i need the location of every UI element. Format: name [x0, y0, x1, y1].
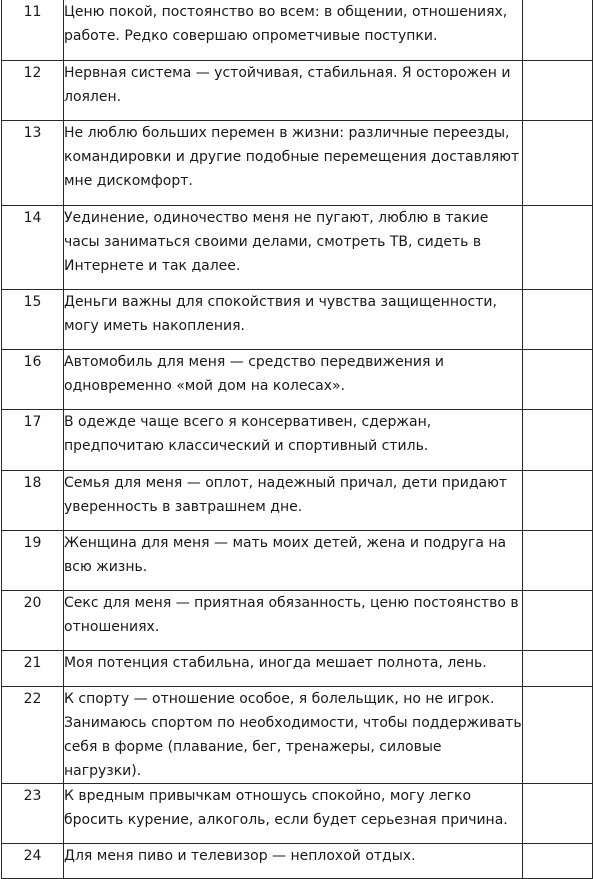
row-number: 17	[2, 409, 64, 470]
table-row	[2, 205, 593, 289]
statement-text: Для меня пиво и телевизор — неплохой отдых.	[64, 843, 523, 878]
row-number: 12	[2, 60, 64, 120]
row-number: 16	[2, 349, 64, 409]
statement-text: Ценю покой, постоянство во всем: в общении, отношениях, работе. Редко совершаю опрометчивые поступки.	[64, 0, 523, 60]
table-row	[2, 470, 593, 530]
statement-text: Моя потенция стабильна, иногда мешает полнота, лень.	[64, 650, 523, 686]
row-number: 18	[2, 470, 64, 530]
questionnaire-table	[1, 0, 593, 879]
answer-cell[interactable]	[523, 783, 593, 843]
answer-cell[interactable]	[523, 0, 593, 60]
answer-cell[interactable]	[523, 650, 593, 686]
table-row	[2, 289, 593, 349]
answer-cell[interactable]	[523, 289, 593, 349]
row-number: 11	[2, 0, 64, 60]
answer-cell[interactable]	[523, 120, 593, 205]
statement-text: Семья для меня — оплот, надежный причал, дети придают уверенность в завтрашнем дне.	[64, 470, 523, 530]
table-row	[2, 120, 593, 205]
answer-cell[interactable]	[523, 590, 593, 650]
statement-text: Секс для меня — приятная обязанность, ценю постоянство в отношениях.	[64, 590, 523, 650]
row-number: 14	[2, 205, 64, 289]
row-number: 19	[2, 530, 64, 590]
statement-text: К вредным привычкам отношусь спокойно, могу легко бросить курение, алкоголь, если будет серьезная причина.	[64, 783, 523, 843]
row-number: 23	[2, 783, 64, 843]
row-number: 20	[2, 590, 64, 650]
table-row	[2, 843, 593, 878]
row-number: 24	[2, 843, 64, 878]
statement-text: Нервная система — устойчивая, стабильная. Я осторожен и лоялен.	[64, 60, 523, 120]
statement-text: Деньги важны для спокойствия и чувства защищенности, могу иметь накопления.	[64, 289, 523, 349]
statement-text: В одежде чаще всего я консервативен, сдержан, предпочитаю классический и спортивный стиль.	[64, 409, 523, 470]
row-number: 13	[2, 120, 64, 205]
answer-cell[interactable]	[523, 843, 593, 878]
table-row	[2, 530, 593, 590]
answer-cell[interactable]	[523, 470, 593, 530]
answer-cell[interactable]	[523, 686, 593, 783]
row-number: 22	[2, 686, 64, 783]
table-row	[2, 686, 593, 783]
row-number: 21	[2, 650, 64, 686]
questionnaire-body	[2, 0, 593, 878]
table-row	[2, 409, 593, 470]
answer-cell[interactable]	[523, 530, 593, 590]
answer-cell[interactable]	[523, 60, 593, 120]
statement-text: Женщина для меня — мать моих детей, жена и подруга на всю жизнь.	[64, 530, 523, 590]
answer-cell[interactable]	[523, 409, 593, 470]
statement-text: Не люблю больших перемен в жизни: различные переезды, командировки и другие подобные перемещения доставляют мне дискомфорт.	[64, 120, 523, 205]
table-row	[2, 590, 593, 650]
row-number: 15	[2, 289, 64, 349]
statement-text: Уединение, одиночество меня не пугают, люблю в такие часы заниматься своими делами, смотреть ТВ, сидеть в Интернете и так далее.	[64, 205, 523, 289]
statement-text: К спорту — отношение особое, я болельщик, но не игрок. Занимаюсь спортом по необходимости, чтобы поддерживать себя в форме (плавание, бег, тренажеры, силовые нагрузки).	[64, 686, 523, 783]
answer-cell[interactable]	[523, 349, 593, 409]
table-row	[2, 60, 593, 120]
table-row	[2, 0, 593, 60]
table-row	[2, 349, 593, 409]
table-row	[2, 650, 593, 686]
table-row	[2, 783, 593, 843]
answer-cell[interactable]	[523, 205, 593, 289]
statement-text: Автомобиль для меня — средство передвижения и одновременно «мой дом на колесах».	[64, 349, 523, 409]
